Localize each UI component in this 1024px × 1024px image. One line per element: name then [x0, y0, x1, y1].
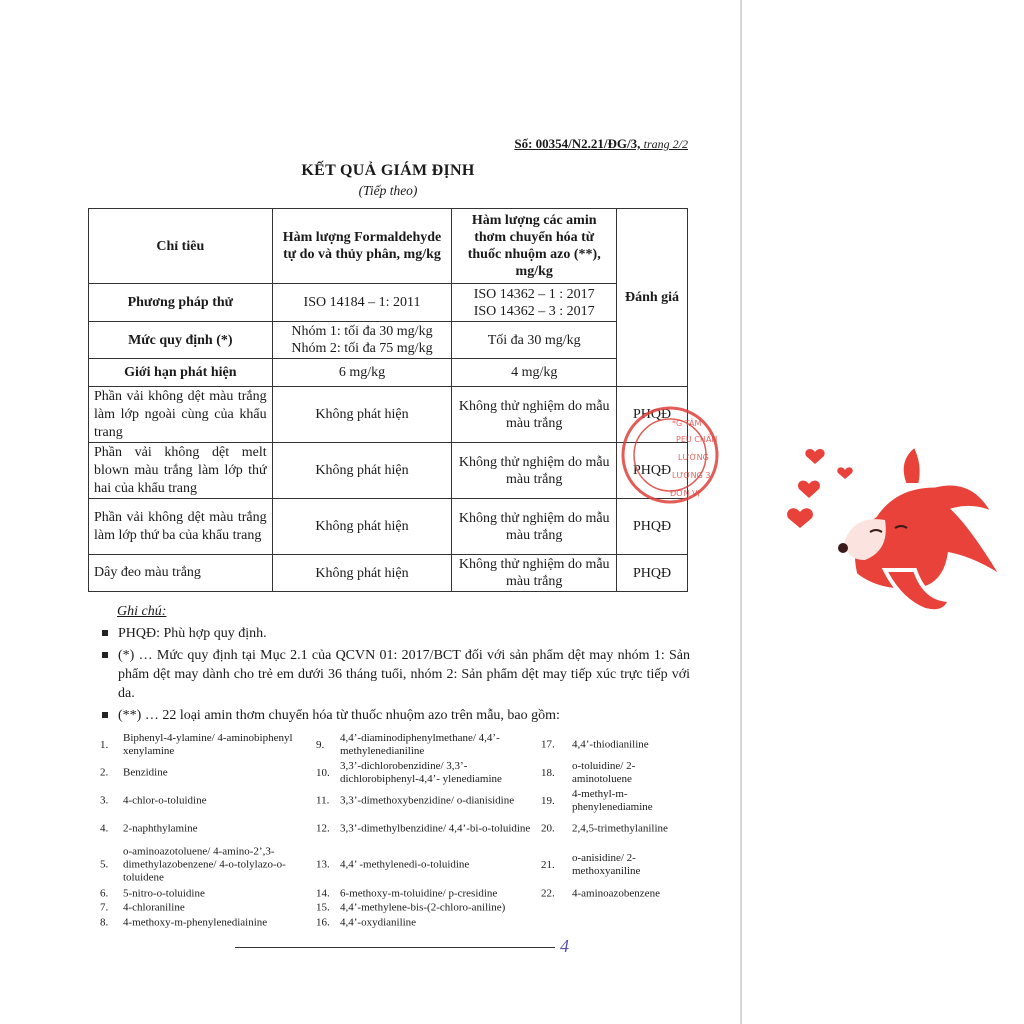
amine-item	[100, 732, 303, 758]
limit-label: Mức quy định (*)	[89, 322, 273, 359]
amine-name: 4,4’-thiodianiline	[572, 738, 649, 751]
svg-text:ĐƠN VỊ: ĐƠN VỊ	[670, 489, 700, 498]
limit-group-2: Nhóm 2: tối đa 75 mg/kg	[291, 341, 433, 356]
document-subtitle: (Tiếp theo)	[358, 183, 418, 198]
svg-text:*G TÂM: *G TÂM	[672, 419, 702, 428]
header-formaldehyde: Hàm lượng Formaldehyde tự do và thủy phân, mg/kg	[272, 209, 452, 284]
amine-number: 10.	[316, 766, 330, 779]
header-amin: Hàm lượng các amin thơm chuyển hóa từ thuốc nhuộm azo (**), mg/kg	[452, 209, 617, 284]
amine-number: 6.	[100, 887, 109, 900]
amin-result: Không thử nghiệm do mẫu màu trắng	[452, 443, 617, 499]
amine-number: 16.	[316, 916, 330, 929]
amine-name: o-toluidine/ 2-aminotoluene	[572, 760, 636, 785]
amine-number: 8.	[100, 916, 109, 929]
amine-number: 14.	[316, 887, 330, 900]
amine-name: 2-naphthylamine	[123, 822, 198, 835]
formaldehyde-result: Không phát hiện	[272, 443, 452, 499]
svg-text:LƯỜNG: LƯỜNG	[678, 453, 709, 462]
header-criteria: Chỉ tiêu	[89, 209, 273, 284]
amine-number: 18.	[541, 766, 555, 779]
note-item: PHQĐ: Phù hợp quy định.	[100, 624, 690, 643]
detection-label: Giới hạn phát hiện	[89, 359, 273, 387]
amine-number: 15.	[316, 901, 330, 914]
document-title: KẾT QUẢ GIÁM ĐỊNH	[301, 162, 475, 179]
amine-name: 6-methoxy-m-toluidine/ p-cresidine	[340, 887, 498, 900]
amine-name: 4-methoxy-m-phenylenediainine	[123, 916, 268, 929]
svg-text:PEU CHẨN: PEU CHẨN	[676, 435, 718, 444]
amine-name: 3,3’-dimethylbenzidine/ 4,4’-bi-o-toluidine	[340, 822, 531, 835]
sample-name: Phần vải không dệt màu trắng làm lớp ngoài cùng của khẩu trang	[89, 387, 273, 443]
amine-item	[316, 859, 540, 872]
evaluation: PHQĐ	[617, 443, 688, 499]
amine-name: Biphenyl-4-ylamine/ 4-aminobiphenyl xenylamine	[123, 732, 293, 757]
amine-item	[100, 846, 313, 885]
amine-name: 4,4’-diaminodiphenylmethane/ 4,4’-methylenedianiline	[340, 732, 500, 757]
amine-number: 19.	[541, 794, 555, 807]
amine-item	[541, 788, 692, 814]
amine-item	[316, 795, 540, 808]
amin-result: Không thử nghiệm do mẫu màu trắng	[452, 555, 617, 592]
sample-name: Phần vải không dệt màu trắng làm lớp thứ ba của khẩu trang	[89, 499, 273, 555]
evaluation: PHQĐ	[617, 555, 688, 592]
fox-sticker-icon	[785, 440, 1010, 620]
amin-result: Không thử nghiệm do mẫu màu trắng	[452, 499, 617, 555]
amine-number: 22.	[541, 887, 555, 900]
amine-number: 17.	[541, 738, 555, 751]
amine-name: 4-chlor-o-toluidine	[123, 794, 207, 807]
formaldehyde-result: Không phát hiện	[272, 387, 452, 443]
limit-group-1: Nhóm 1: tối đa 30 mg/kg	[291, 324, 433, 339]
amine-number: 1.	[100, 738, 109, 751]
amine-item	[100, 902, 303, 915]
amine-name: 3,3’-dichlorobenzidine/ 3,3’-dichlorobiphenyl-4,4’- ylenediamine	[340, 760, 502, 785]
amine-number: 12.	[316, 822, 330, 835]
amine-item	[316, 823, 540, 836]
amine-name: o-anisidine/ 2-methoxyaniline	[572, 852, 641, 877]
formaldehyde-result: Không phát hiện	[272, 499, 452, 555]
amine-name: 2,4,5-trimethylaniline	[572, 822, 668, 835]
amin-result: Không thử nghiệm do mẫu màu trắng	[452, 387, 617, 443]
amine-number: 5.	[100, 858, 109, 871]
amine-number: 9.	[316, 738, 325, 751]
method-formaldehyde: ISO 14184 – 1: 2011	[272, 284, 452, 322]
amine-item	[100, 917, 303, 930]
notes-heading: Ghi chú:	[117, 604, 167, 619]
amine-item	[100, 888, 303, 901]
amine-number: 13.	[316, 858, 330, 871]
svg-text:LƯỢNG 3: LƯỢNG 3	[672, 471, 711, 480]
note-item: (*) … Mức quy định tại Mục 2.1 của QCVN 01: 2017/BCT đối với sản phẩm dệt may nhóm 1: Sản phẩm dệt may dành cho trẻ em dưới 36 tháng tuổi, nhóm 2: Sản phẩm dệt may tiếp xúc trực tiếp với da.	[100, 646, 690, 703]
amine-name: o-aminoazotoluene/ 4-amino-2’,3-dimethylazobenzene/ 4-o-tolylazo-o-toluidene	[123, 845, 286, 884]
amine-item	[541, 739, 692, 752]
amine-number: 11.	[316, 794, 330, 807]
amine-name: 4,4’-oxydianiline	[340, 916, 417, 929]
sample-name: Phần vải không dệt melt blown màu trắng làm lớp thứ hai của khẩu trang	[89, 443, 273, 499]
ref-number-text: Số: 00354/N2.21/ĐG/3,	[514, 136, 641, 151]
amine-name: 5-nitro-o-toluidine	[123, 887, 205, 900]
amine-number: 20.	[541, 822, 555, 835]
method-amin-2: ISO 14362 – 3 : 2017	[473, 303, 595, 319]
amine-name: 3,3’-dimethoxybenzidine/ o-dianisidine	[340, 794, 515, 807]
amine-number: 3.	[100, 794, 109, 807]
ref-page: trang 2/2	[643, 137, 688, 151]
amine-number: 4.	[100, 822, 109, 835]
formaldehyde-result: Không phát hiện	[272, 555, 452, 592]
amine-number: 7.	[100, 901, 109, 914]
handwritten-page-mark: 4	[560, 936, 569, 956]
amine-item	[100, 823, 303, 836]
amine-item	[316, 732, 540, 758]
amine-item	[541, 852, 692, 878]
sample-name: Dây đeo màu trắng	[89, 555, 273, 592]
amine-name: 4,4’ -methylenedi-o-toluidine	[340, 858, 470, 871]
method-amin-1: ISO 14362 – 1 : 2017	[473, 286, 595, 302]
amine-number: 2.	[100, 766, 109, 779]
header-evaluation: Đánh giá	[617, 209, 688, 387]
amine-item	[541, 760, 692, 786]
method-label: Phương pháp thử	[89, 284, 273, 322]
amine-number: 21.	[541, 858, 555, 871]
limit-amin: Tối đa 30 mg/kg	[452, 322, 617, 359]
detection-amin: 4 mg/kg	[452, 359, 617, 387]
amine-item	[541, 823, 692, 836]
amine-item	[100, 767, 303, 780]
amine-item	[316, 760, 540, 786]
amine-item	[316, 917, 540, 930]
amine-item	[316, 902, 540, 915]
amine-item	[316, 888, 540, 901]
detection-formaldehyde: 6 mg/kg	[272, 359, 452, 387]
amine-item	[100, 795, 303, 808]
note-item: (**) … 22 loại amin thơm chuyển hóa từ thuốc nhuộm azo trên mẫu, bao gồm:	[100, 706, 690, 725]
evaluation: PHQĐ	[617, 499, 688, 555]
amine-name: 4-aminoazobenzene	[572, 887, 660, 900]
amine-name: 4,4’-methylene-bis-(2-chloro-aniline)	[340, 901, 506, 914]
amine-name: 4-chloraniline	[123, 901, 185, 914]
evaluation: PHQĐ	[617, 387, 688, 443]
amine-name: 4-methyl-m-phenylenediamine	[572, 788, 653, 813]
footer-divider	[235, 947, 555, 948]
amine-item	[541, 888, 692, 901]
amine-name: Benzidine	[123, 766, 168, 779]
